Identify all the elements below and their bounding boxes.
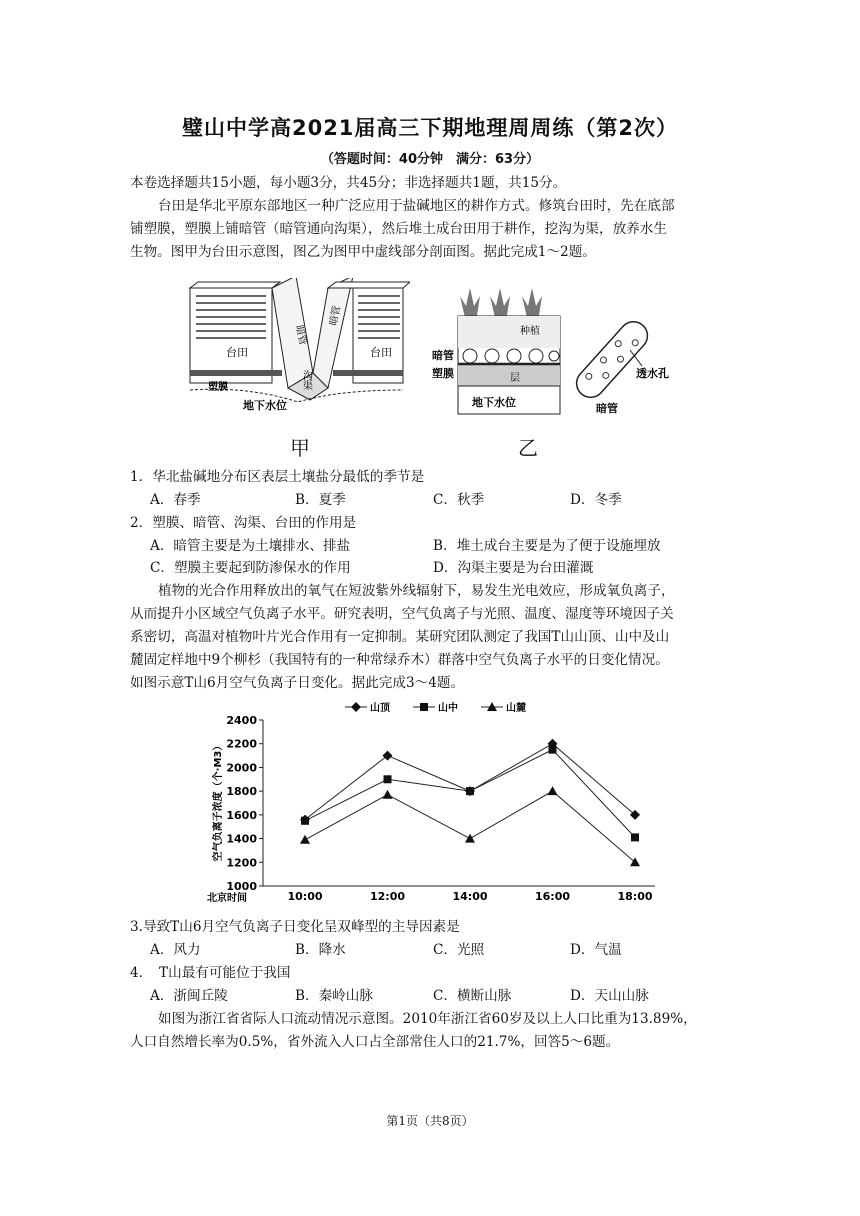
series-line-1 (305, 744, 635, 820)
y-axis-label: 空气负离子浓度（个·M3） (213, 740, 224, 862)
figure-jia (188, 278, 410, 416)
page-footer: 第1页（共8页） (386, 1114, 474, 1128)
y-tick-label: 2400 (226, 714, 257, 727)
legend-label: 山顶 (370, 703, 390, 714)
data-point (383, 751, 393, 761)
y-tick-label: 1400 (226, 832, 257, 846)
label-taitian: 台田 (226, 346, 248, 359)
data-point (631, 833, 639, 841)
passage2-line: 如图示意T山6月空气负离子日变化。据此完成3～4题。 (130, 675, 465, 691)
label-sumo: 塑膜 (432, 367, 454, 380)
passage2-line: 植物的光合作用释放出的氧气在短波紫外线辐射下，易发生光电效应，形成氧负离子， (158, 583, 675, 599)
q2-option-a[interactable]: A．暗管主要是为土壤排水、排盐 (150, 538, 351, 554)
passage1-line: 生物。图甲为台田示意图，图乙为图甲中虚线部分剖面图。据此完成1～2题。 (130, 244, 596, 260)
label-goqu: 沟渠 (300, 370, 312, 390)
y-tick-label: 1000 (226, 880, 257, 893)
label-anguan: 暗管 (596, 402, 618, 415)
x-tick-label: 12:00 (369, 890, 406, 903)
label-groundwater: 地下水位 (472, 396, 516, 409)
q3-option-d[interactable]: D．气温 (570, 942, 622, 958)
q4-option-c[interactable]: C．横断山脉 (433, 988, 512, 1004)
x-tick-label: 16:00 (534, 890, 571, 903)
q4-option-d[interactable]: D．天山山脉 (570, 988, 649, 1004)
q3-option-c[interactable]: C．光照 (433, 942, 485, 958)
data-point (548, 786, 558, 795)
label-anguan: 暗管 (293, 324, 308, 347)
question-1-stem: 1．华北盐碱地分布区表层土壤盐分最低的季节是 (130, 469, 425, 485)
q2-option-c[interactable]: C．塑膜主要起到防渗保水的作用 (150, 560, 351, 576)
legend-marker (351, 702, 361, 712)
page-title: 璧山中学高2021届高三下期地理周周练（第2次） (181, 116, 679, 140)
figure-caption-jia: 甲 (290, 436, 310, 460)
x-tick-label: 14:00 (452, 890, 488, 903)
passage3-line: 人口自然增长率为0.5%，省外流入人口占全部常住人口的21.7%，回答5～6题。 (130, 1034, 620, 1050)
page-subtitle: （答题时间：40分钟 满分：63分） (320, 152, 540, 167)
data-point (383, 790, 393, 799)
q2-option-d[interactable]: D．沟渠主要是为台田灌溉 (433, 560, 594, 576)
y-tick-label: 1600 (226, 808, 257, 822)
label-zhongzhi: 种植 (520, 326, 540, 337)
q1-option-a[interactable]: A．春季 (150, 492, 201, 508)
label-anguan: 暗管 (328, 304, 344, 327)
q4-option-b[interactable]: B．秦岭山脉 (295, 988, 373, 1004)
q2-option-b[interactable]: B．堆土成台主要是为了便于设施埋放 (433, 538, 661, 554)
passage2-line: 麓固定样地中9个柳杉（我国特有的一种常绿乔木）群落中空气负离子水平的日变化情况。 (130, 652, 669, 668)
label-taitian: 台田 (370, 346, 392, 359)
label-toushuikong: 透水孔 (636, 367, 669, 380)
question-3-stem: 3.导致T山6月空气负离子日变化呈双峰型的主导因素是 (130, 919, 460, 935)
q3-option-a[interactable]: A．风力 (150, 942, 201, 958)
data-point (465, 834, 475, 843)
data-point (301, 817, 309, 825)
legend-marker (420, 703, 428, 711)
label-ceng: 层 (510, 373, 520, 384)
legend-label: 山中 (438, 703, 458, 714)
legend-label: 山麓 (506, 703, 526, 714)
x-axis-label: 北京时间 (207, 893, 247, 904)
label-anguan: 暗管 (432, 349, 454, 362)
question-4-stem: 4． T山最有可能位于我国 (130, 965, 291, 981)
label-sumo: 塑膜 (208, 382, 228, 393)
q1-option-c[interactable]: C．秋季 (433, 492, 485, 508)
ion-line-chart (205, 696, 665, 910)
y-tick-label: 1200 (226, 856, 257, 870)
series-line-3 (305, 791, 635, 862)
data-point (466, 787, 474, 795)
figure-caption-yi: 乙 (518, 436, 538, 460)
passage2-line: 系密切，高温对植物叶片光合作用有一定抑制。某研究团队测定了我国T山山顶、山中及山 (130, 629, 670, 645)
q3-option-b[interactable]: B．降水 (295, 942, 346, 958)
x-tick-label: 10:00 (287, 890, 323, 903)
passage1-line: 铺塑膜，塑膜上铺暗管（暗管通向沟渠），然后堆土成台田用于耕作，挖沟为渠，放养水生 (130, 221, 667, 237)
q4-option-a[interactable]: A．浙闽丘陵 (150, 988, 228, 1004)
chart-legend (345, 701, 526, 714)
data-point (300, 835, 310, 844)
q1-option-d[interactable]: D．冬季 (570, 492, 622, 508)
passage3-line: 如图为浙江省省际人口流动情况示意图。2010年浙江省60岁及以上人口比重为13.89%， (158, 1011, 697, 1027)
q1-option-b[interactable]: B．夏季 (295, 492, 346, 508)
passage2-line: 从而提升小区域空气负离子水平。研究表明，空气负离子与光照、温度、湿度等环境因子关 (130, 606, 674, 622)
data-point (384, 775, 392, 783)
passage1-line: 台田是华北平原东部地区一种广泛应用于盐碱地区的耕作方式。修筑台田时，先在底部 (158, 198, 675, 214)
label-groundwater: 地下水位 (243, 399, 287, 412)
figure-yi (430, 284, 682, 416)
data-point (549, 746, 557, 754)
question-2-stem: 2．塑膜、暗管、沟渠、台田的作用是 (130, 515, 357, 531)
x-tick-label: 18:00 (617, 890, 653, 903)
y-tick-label: 1800 (226, 785, 257, 799)
intro-text: 本卷选择题共15小题，每小题3分，共45分；非选择题共1题，共15分。 (130, 175, 567, 191)
y-tick-label: 2200 (226, 737, 257, 751)
y-tick-label: 2000 (226, 761, 257, 775)
